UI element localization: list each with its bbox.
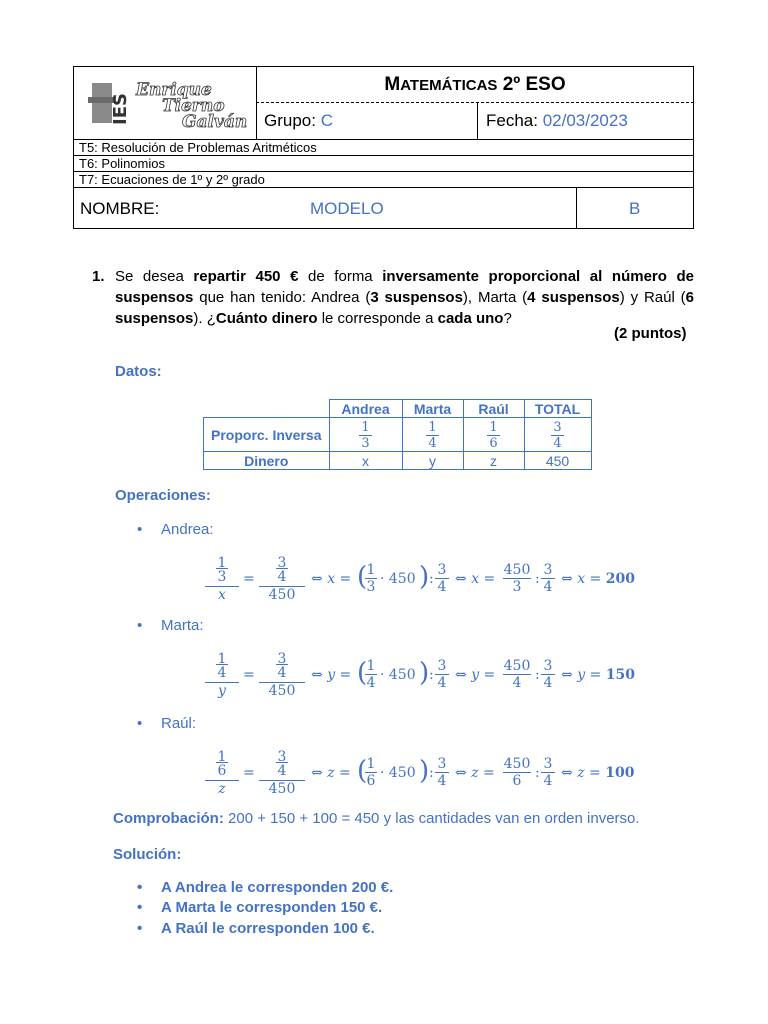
question-number: 1. [92, 268, 105, 285]
date-value: 02/03/2023 [542, 111, 628, 130]
table-header: Raúl [463, 400, 524, 418]
topic-row: T7: Ecuaciones de 1º y 2º grado [74, 171, 693, 187]
svg-text:Galván: Galván [182, 112, 248, 132]
school-logo-image [74, 67, 256, 139]
model-letter: B [629, 199, 641, 218]
table-cell: $\frac{1}{6}$ [463, 418, 524, 452]
name-label: NOMBRE: [80, 199, 160, 218]
subject-title: MATEMÁTICAS 2º ESO [256, 67, 694, 103]
topic-row: T6: Polinomios [74, 155, 693, 171]
solution-item: • A Marta le corresponden 150 €. [161, 899, 382, 916]
solution-item: • A Andrea le corresponden 200 €. [161, 879, 393, 896]
svg-text:Tierno: Tierno [162, 96, 225, 116]
question-points: (2 puntos) [614, 325, 687, 342]
name-row [74, 187, 693, 228]
person-bullet: • Andrea: [161, 521, 214, 538]
question-1 [92, 266, 694, 329]
school-logo [74, 67, 257, 139]
question-text: Se desea repartir 450 € de forma inversamente proporcional al número de suspensos que han tenido: Andrea (3 suspensos), Marta (4 suspensos) y Raúl (6 suspensos). ¿Cuánto dinero le corresponde a cada uno? [115, 268, 695, 327]
data-table [203, 399, 592, 470]
table-header: TOTAL [524, 400, 591, 418]
datos-heading: Datos: [115, 363, 162, 380]
topic-row: T5: Resolución de Problemas Aritméticos [74, 139, 693, 155]
solution-item: • A Raúl le corresponden 100 €. [161, 920, 375, 937]
svg-text:IES: IES [110, 93, 131, 125]
table-cell: x [329, 452, 402, 470]
svg-text:Enrique: Enrique [136, 80, 212, 100]
exam-header [73, 66, 694, 229]
person-bullet: • Marta: [161, 617, 204, 634]
equation: 1 3 x = 3 4 450 ⇔ x = ( 1 3 · 450 ) : 3 4 ⇔ x = 450 3 : 3 4 ⇔ x = 200 [205, 556, 645, 602]
solucion-heading: Solución: [113, 846, 182, 863]
operaciones-heading: Operaciones: [115, 487, 211, 504]
table-header: Marta [402, 400, 463, 418]
row-label: Proporc. Inversa [204, 418, 330, 452]
date-field: Fecha: 02/03/2023 [486, 111, 628, 130]
group-field: Grupo: C [256, 102, 478, 139]
table-cell: $\frac{1}{3}$ [329, 418, 402, 452]
equation: 1 4 y = 3 4 450 ⇔ y = ( 1 4 · 450 ) : 3 4 ⇔ y = 450 4 : 3 4 ⇔ y = 150 [205, 652, 645, 698]
group-value: C [320, 111, 333, 130]
name-value: MODELO [310, 199, 384, 218]
table-cell: z [463, 452, 524, 470]
table-header: Andrea [329, 400, 402, 418]
row-label: Dinero [204, 452, 330, 470]
equation: 1 6 z = 3 4 450 ⇔ z = ( 1 6 · 450 ) : 3 4 ⇔ z = 450 6 : 3 4 ⇔ z = 100 [205, 750, 645, 796]
table-cell: y [402, 452, 463, 470]
person-bullet: • Raúl: [161, 715, 196, 732]
comprobacion-line: Comprobación: 200 + 150 + 100 = 450 y las cantidades van en orden inverso. [113, 810, 640, 827]
table-cell: $\frac{1}{4}$ [402, 418, 463, 452]
table-cell: $\frac{3}{4}$ [524, 418, 591, 452]
table-cell: 450 [524, 452, 591, 470]
